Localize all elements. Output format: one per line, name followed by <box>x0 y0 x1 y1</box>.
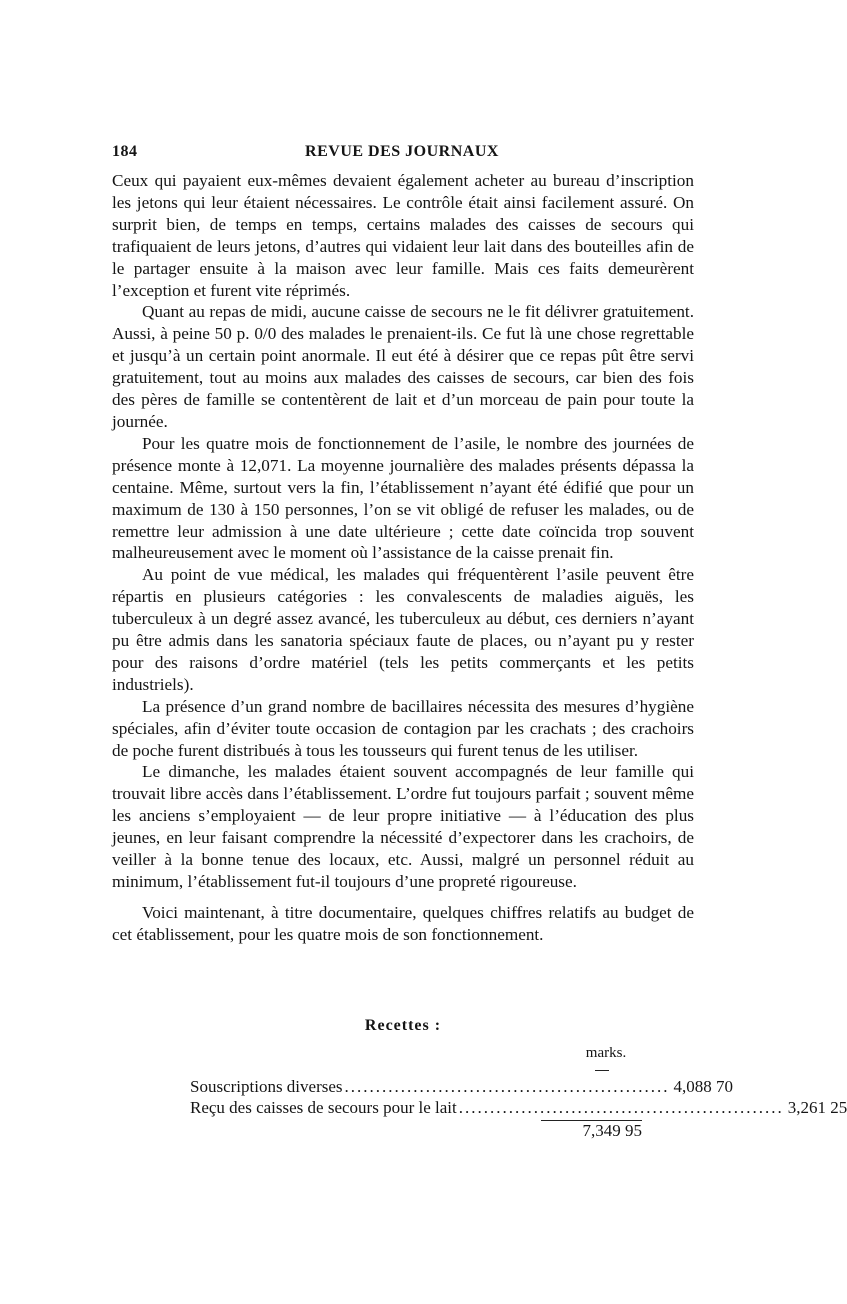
receipts-ledger <box>190 1077 847 1119</box>
paragraph: Pour les quatre mois de fonctionnement de l’asile, le nombre des journées de présence monte à 12,071. La moyenne journalière des malades présents dépassa la centaine. Même, surtout vers la fin, l’établissement n’ayant été édifié que pour un maximum de 130 à 150 personnes, l’on se vit obligé de refuser les malades, ou de remettre leur admission à une date ultérieure ; cette date coïncida trop souvent malheureusement avec le moment où l’assistance de la caisse prenait fin. <box>112 433 694 563</box>
currency-unit: marks. <box>585 1045 627 1061</box>
paragraph: Ceux qui payaient eux-mêmes devaient également acheter au bureau d’inscription les jetons qui leur étaient nécessaires. Le contrôle était ainsi facilement assuré. On surprit bien, de temps en temps, certains malades des caisses de secours qui trafiquaient de leurs jetons, d’autres qui vidaient leur lait dans des bouteilles afin de le partager ensuite à la maison avec leur famille. Mais ces faits demeurèrent l’exception et furent vite réprimés. <box>112 171 694 300</box>
paragraph: Voici maintenant, à titre documentaire, quelques chiffres relatifs au budget de cet établissement, pour les quatre mois de son fonctionnement. <box>112 902 694 944</box>
article-body <box>112 170 694 946</box>
ledger-amount: 4,088 70 <box>673 1077 734 1096</box>
page-header <box>112 143 692 167</box>
paragraph: Au point de vue médical, les malades qui fréquentèrent l’asile peuvent être répartis en plusieurs catégories : les convalescents de maladies aiguës, les tuberculeux à un degré assez avancé, les tuberculeux au début, ces derniers n’ayant pu être admis dans les sanatoria spéciaux faute de places, ou n’ayant pu y rester pour des raisons d’ordre matériel (tels les petits commerçants et les petits industriels). <box>112 565 694 694</box>
paragraph: Le dimanche, les malades étaient souvent accompagnés de leur famille qui trouvait libre accès dans l’établissement. L’ordre fut toujours parfait ; souvent même les anciens s’employaient — de leur propre initiative — à l’éducation des plus jeunes, en leur faisant comprendre la nécessité d’expectorer dans les crachoirs, de veiller à la bonne tenue des locaux, etc. Aussi, malgré un personnel réduit au minimum, l’établissement fut-il toujours d’une propreté rigoureuse. <box>112 762 694 891</box>
leader-dots: .................................................... <box>344 1077 670 1096</box>
paragraph: Quant au repas de midi, aucune caisse de secours ne le fit délivrer gratuitement. Aussi, à peine 50 p. 0/0 des malades le prenaient-ils. Ce fut là une chose regrettable et jusqu’à un certain point anormale. Il eut été à désirer que ce repas pût être servi gratuitement, tout au moins aux malades des caisses de secours, car bien des fois des pères de famille se contentèrent de lait et d’un morceau de pain pour toute la journée. <box>112 302 694 431</box>
receipts-title: Recettes : <box>364 1017 442 1034</box>
ledger-row <box>190 1098 847 1119</box>
leader-dots: .................................................... <box>458 1098 784 1117</box>
unit-underline <box>595 1070 609 1071</box>
ledger-amount: 3,261 25 <box>787 1098 847 1117</box>
running-title: REVUE DES JOURNAUX <box>305 143 499 160</box>
ledger-label: Reçu des caisses de secours pour le lait <box>190 1098 457 1117</box>
ledger-row <box>190 1077 734 1098</box>
page-number: 184 <box>112 143 138 160</box>
paragraph: La présence d’un grand nombre de bacillaires nécessita des mesures d’hygiène spéciales, afin d’éviter toute occasion de contagion par les crachats ; des crachoirs de poche furent distribués à tous les tousseurs qui furent tenus de les utiliser. <box>112 696 694 760</box>
receipts-total: 7,349 95 <box>582 1121 642 1140</box>
ledger-label: Souscriptions diverses <box>190 1077 343 1096</box>
